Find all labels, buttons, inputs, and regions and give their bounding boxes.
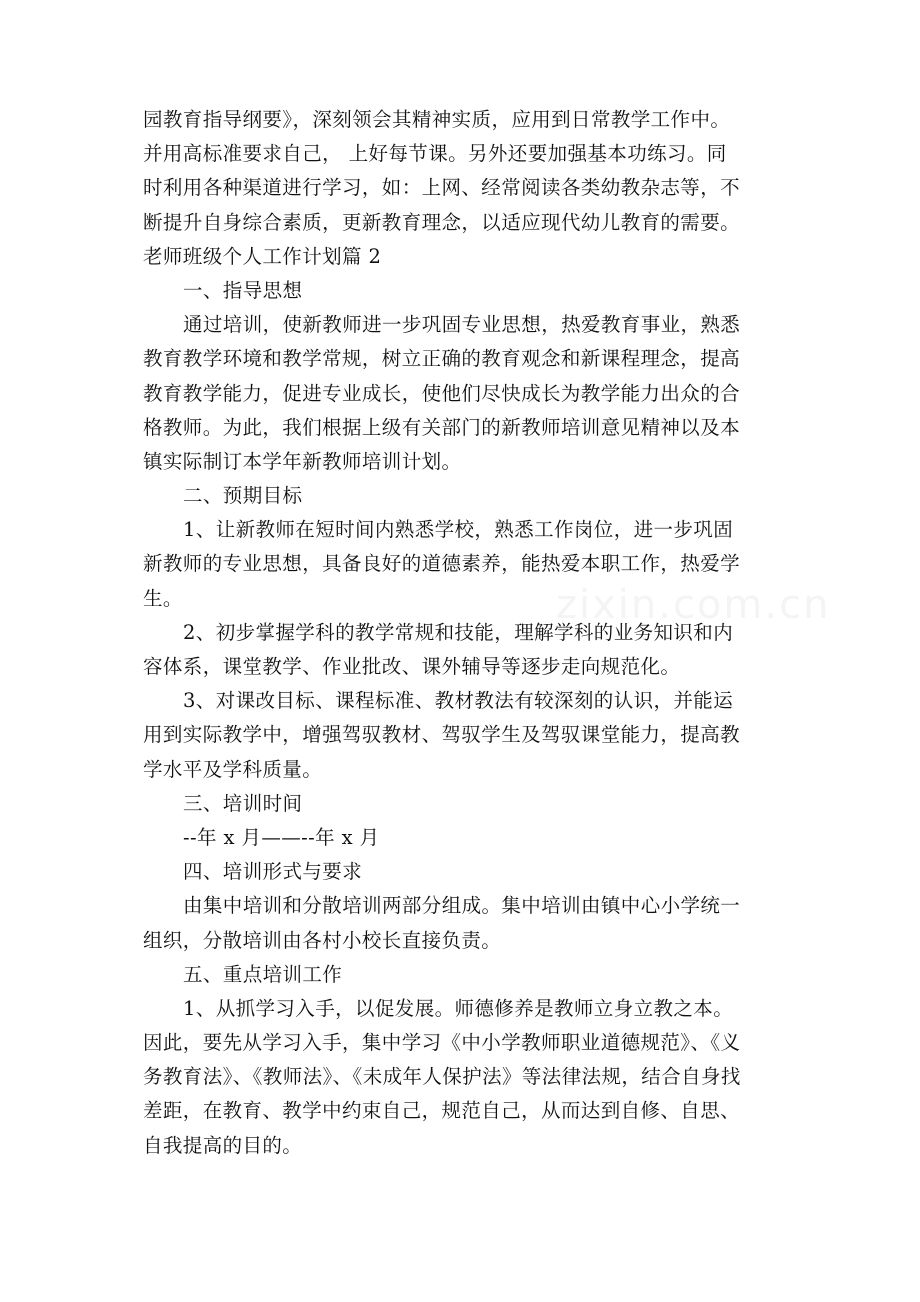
paragraph-line: 并用高标准要求自己， 上好每节课。另外还要加强基本功练习。同 [143, 142, 727, 166]
paragraph-line: 自我提高的目的。 [143, 1133, 303, 1157]
paragraph-line: 1、让新教师在短时间内熟悉学校，熟悉工作岗位，进一步巩固 [183, 518, 734, 542]
heading-expected-goals: 二、预期目标 [183, 484, 303, 508]
paragraph-line: 组织，分散培训由各村小校长直接负责。 [143, 928, 502, 952]
paragraph-line: 格教师。为此，我们根据上级有关部门的新教师培训意见精神以及本 [143, 415, 741, 439]
paragraph-line: 教育教学能力，促进专业成长，使他们尽快成长为教学能力出众的合 [143, 381, 741, 405]
paragraph-line: 差距，在教育、教学中约束自己，规范自己，从而达到自修、自思、 [143, 1099, 741, 1123]
paragraph-line: 1、从抓学习入手，以促发展。师德修养是教师立身立教之本。 [183, 996, 734, 1020]
paragraph-line: 生。 [143, 586, 183, 610]
paragraph-line: 务教育法》、《教师法》、《未成年人保护法》等法律法规，结合自身找 [143, 1065, 741, 1089]
paragraph-line: 用到实际教学中，增强驾驭教材、驾驭学生及驾驭课堂能力，提高教 [143, 723, 741, 747]
heading-guiding-thought: 一、指导思想 [183, 278, 303, 302]
paragraph-line: 断提升自身综合素质，更新教育理念，以适应现代幼儿教育的需要。 [143, 210, 741, 234]
heading-key-training: 五、重点培训工作 [183, 962, 343, 986]
paragraph-line: 园教育指导纲要》，深刻领会其精神实质，应用到日常教学工作中。 [143, 108, 731, 131]
paragraph-line: 通过培训，使新教师进一步巩固专业思想，热爱教育事业，熟悉 [183, 313, 741, 337]
document-body [143, 103, 798, 1163]
paragraph-line: 2、初步掌握学科的教学常规和技能，理解学科的业务知识和内 [183, 620, 734, 644]
paragraph-line: 容体系，课堂教学、作业批改、课外辅导等逐步走向规范化。 [143, 655, 681, 678]
heading-training-time: 三、培训时间 [183, 791, 303, 815]
paragraph-line: 镇实际制订本学年新教师培训计划。 [143, 449, 462, 473]
paragraph-line: 教育教学环境和教学常规，树立正确的教育观念和新课程理念，提高 [143, 347, 741, 371]
paragraph-line: 由集中培训和分散培训两部分组成。集中培训由镇中心小学统一 [183, 894, 741, 918]
watermark: zixin.com.cn [556, 582, 831, 628]
paragraph-line: 学水平及学科质量。 [143, 757, 323, 781]
section-title: 老师班级个人工作计划篇 2 [143, 244, 382, 268]
paragraph-line: 时利用各种渠道进行学习，如：上网、经常阅读各类幼教杂志等，不 [143, 176, 741, 200]
paragraph-line: 新教师的专业思想，具备良好的道德素养，能热爱本职工作，热爱学 [143, 552, 741, 576]
paragraph-line: 3、对课改目标、课程标准、教材教法有较深刻的认识，并能运 [183, 689, 734, 713]
paragraph-line: --年 x 月——--年 x 月 [183, 825, 380, 849]
heading-training-format: 四、培训形式与要求 [183, 860, 363, 884]
paragraph-line: 因此，要先从学习入手，集中学习《中小学教师职业道德规范》、《义 [143, 1031, 741, 1055]
